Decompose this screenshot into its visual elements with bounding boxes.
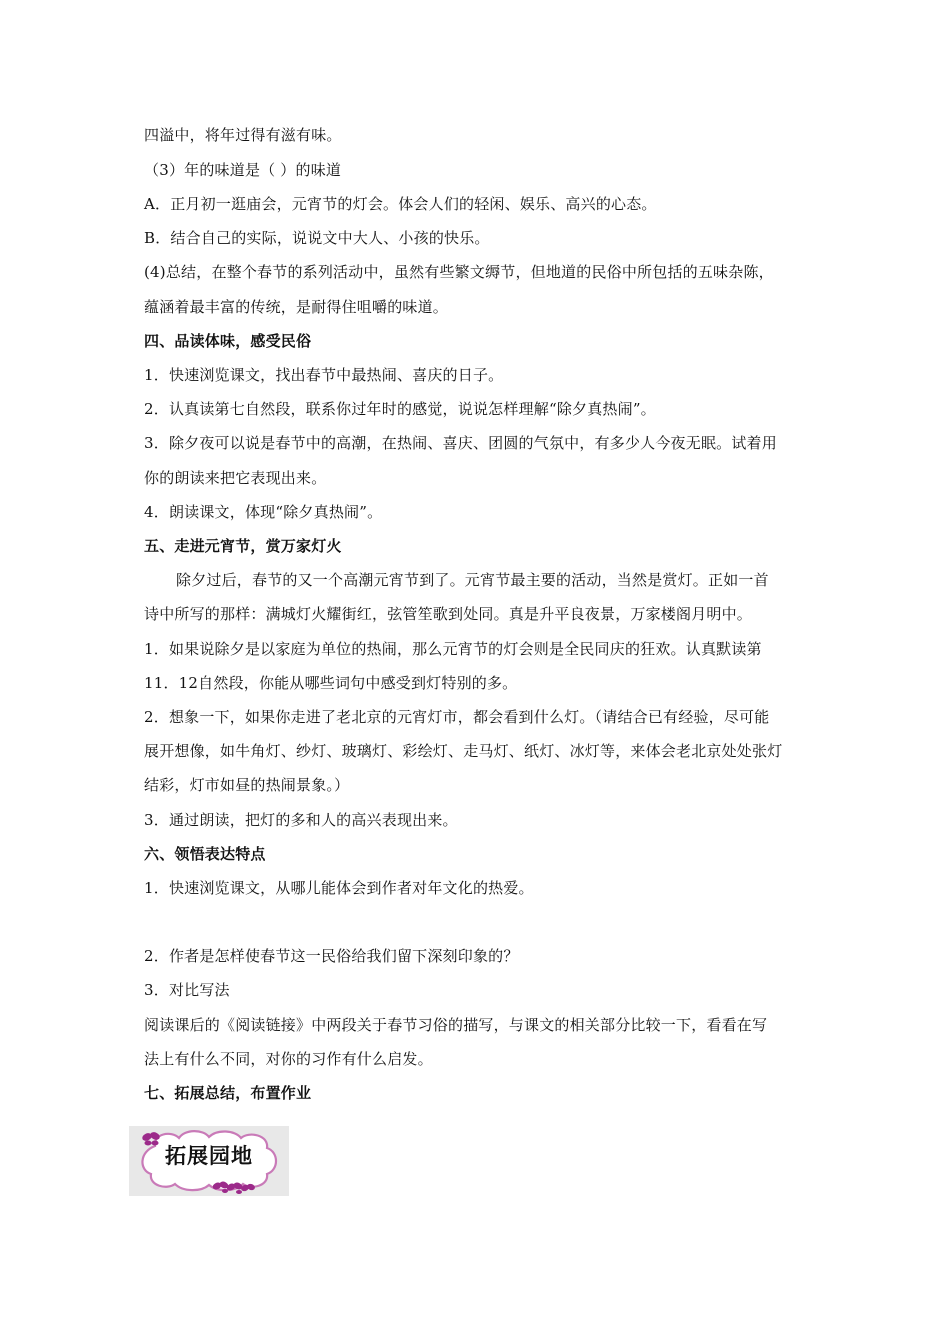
text-line: 蕴涵着最丰富的传统，是耐得住咀嚼的味道。 xyxy=(144,298,449,316)
section-heading: 四、品读体味，感受民俗 xyxy=(144,332,312,350)
text-line: 1．快速浏览课文，从哪儿能体会到作者对年文化的热爱。 xyxy=(144,879,534,897)
text-line: A．正月初一逛庙会，元宵节的灯会。体会人们的轻闲、娱乐、高兴的心态。 xyxy=(144,195,657,213)
text-line: 2．想象一下，如果你走进了老北京的元宵灯市，都会看到什么灯。（请结合已有经验，尽可能 xyxy=(144,708,770,726)
text-line: 诗中所写的那样：满城灯火耀街红，弦管笙歌到处同。真是升平良夜景，万家楼阁月明中。 xyxy=(144,605,753,623)
text-line: B．结合自己的实际，说说文中大人、小孩的快乐。 xyxy=(144,229,490,247)
text-line: 3．对比写法 xyxy=(144,981,230,999)
section-heading: 五、走进元宵节，赏万家灯火 xyxy=(144,537,342,555)
text-line: 2．认真读第七自然段，联系你过年时的感觉，说说怎样理解“除夕真热闹”。 xyxy=(144,400,656,418)
text-line: (4)总结，在整个春节的系列活动中，虽然有些繁文缛节，但地道的民俗中所包括的五味杂陈， xyxy=(144,263,774,281)
text-line: 1．如果说除夕是以家庭为单位的热闹，那么元宵节的灯会则是全民同庆的狂欢。认真默读第 xyxy=(144,640,762,658)
text-line: 3．通过朗读，把灯的多和人的高兴表现出来。 xyxy=(144,811,458,829)
text-line: 你的朗读来把它表现出来。 xyxy=(144,469,327,487)
text-line: 结彩，灯市如昼的热闹景象。） xyxy=(144,776,350,794)
text-line: 除夕过后，春节的又一个高潮元宵节到了。元宵节最主要的活动，当然是赏灯。正如一首 xyxy=(176,571,769,589)
expansion-garden-badge xyxy=(129,1126,289,1196)
text-line: 11．12自然段，你能从哪些词句中感受到灯特别的多。 xyxy=(144,674,518,692)
text-line: 2．作者是怎样使春节这一民俗给我们留下深刻印象的？ xyxy=(144,947,519,965)
question-line: （3）年的味道是（ ）的味道 xyxy=(144,161,342,179)
text-line: 4．朗读课文，体现“除夕真热闹”。 xyxy=(144,503,383,521)
text-line: 四溢中，将年过得有滋有味。 xyxy=(144,126,342,144)
text-line: 展开想像，如牛角灯、纱灯、玻璃灯、彩绘灯、走马灯、纸灯、冰灯等，来体会老北京处处张灯 xyxy=(144,742,783,760)
text-line: 法上有什么不同，对你的习作有什么启发。 xyxy=(144,1050,433,1068)
text-line: 3．除夕夜可以说是春节中的高潮，在热闹、喜庆、团圆的气氛中，有多少人今夜无眠。试着用 xyxy=(144,434,777,452)
text-line: 阅读课后的《阅读链接》中两段关于春节习俗的描写，与课文的相关部分比较一下，看看在写 xyxy=(144,1016,768,1034)
section-heading: 六、领悟表达特点 xyxy=(144,845,266,863)
badge-label: 拓展园地 xyxy=(165,1144,253,1168)
text-line: 1．快速浏览课文，找出春节中最热闹、喜庆的日子。 xyxy=(144,366,504,384)
section-heading: 七、拓展总结，布置作业 xyxy=(144,1084,312,1102)
